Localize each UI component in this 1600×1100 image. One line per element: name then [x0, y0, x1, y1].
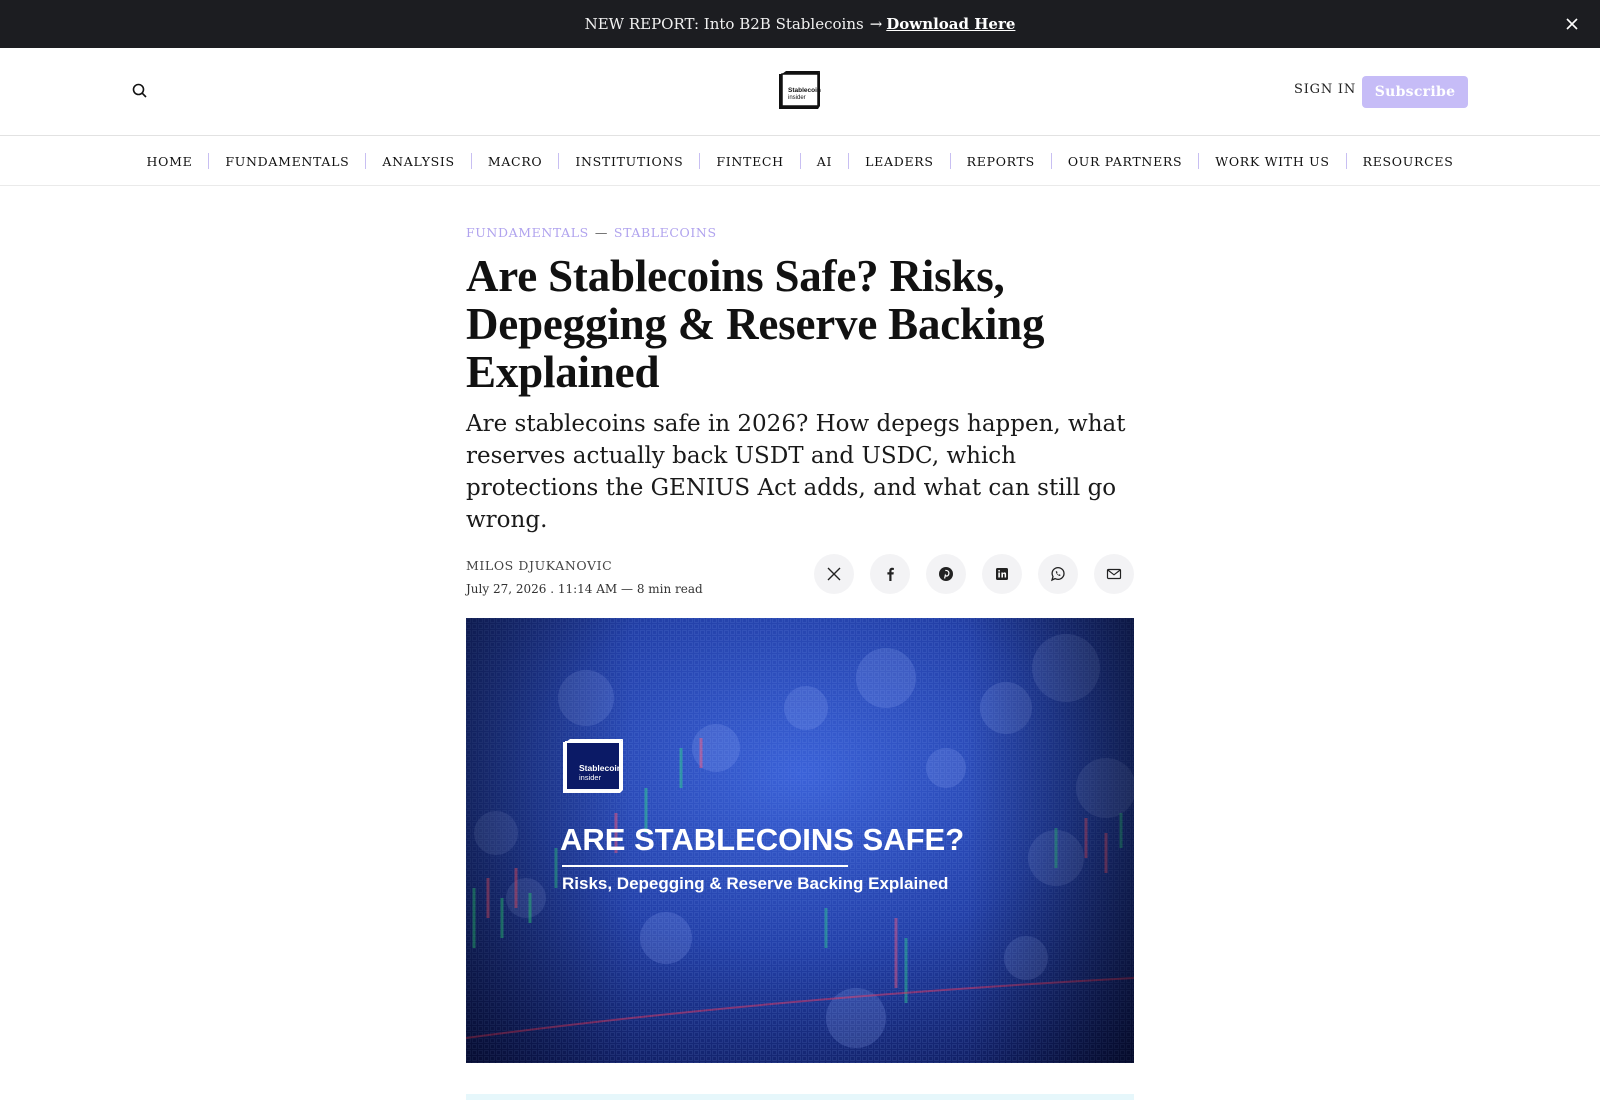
site-header	[0, 48, 1600, 136]
main-nav	[0, 137, 1600, 186]
article-header	[466, 220, 1134, 623]
article-meta	[466, 552, 1134, 622]
nav-item-home[interactable]: HOME	[146, 153, 193, 169]
announcement-bar	[0, 0, 1600, 48]
download-link[interactable]: Download Here	[886, 15, 1016, 33]
facebook-icon	[882, 566, 898, 582]
nav-item-fundamentals[interactable]: FUNDAMENTALS	[225, 153, 350, 169]
share-buttons	[814, 554, 1134, 594]
share-email-button[interactable]	[1094, 554, 1134, 594]
publish-date: July 27, 2026 . 11:14 AM — 8 min read	[466, 582, 703, 596]
logo-wordmark-2: insider	[788, 95, 806, 101]
nav-item-work-with-us[interactable]: WORK WITH US	[1215, 153, 1330, 169]
article-title: Are Stablecoins Safe? Risks, Depegging & Reserve Backing Explained	[466, 251, 1045, 397]
share-facebook-button[interactable]	[870, 554, 910, 594]
category-stablecoins[interactable]: STABLECOINS	[613, 224, 717, 240]
linkedin-icon	[994, 566, 1010, 582]
nav-item-resources[interactable]: RESOURCES	[1362, 153, 1454, 169]
logo-wordmark-1: Stablecoin	[788, 87, 821, 94]
hero-headline: ARE STABLECOINS SAFE?	[560, 822, 965, 857]
email-icon	[1106, 566, 1122, 582]
next-section-strip	[466, 1094, 1134, 1100]
article-subtitle: Are stablecoins safe in 2026? How depegs happen, what reserves actually back USDT and USDC, which protections the GENIUS Act adds, and what can still go wrong.	[466, 411, 1126, 533]
hero-subheadline: Risks, Depegging & Reserve Backing Explained	[562, 874, 949, 893]
close-icon[interactable]	[1562, 14, 1582, 34]
sign-in-link[interactable]: SIGN IN	[1294, 82, 1357, 97]
whatsapp-icon	[1049, 565, 1067, 583]
article-categories	[466, 220, 1134, 244]
announcement-arrow: →	[869, 15, 883, 33]
pinterest-icon	[938, 566, 954, 582]
share-x-button[interactable]	[814, 554, 854, 594]
share-linkedin-button[interactable]	[982, 554, 1022, 594]
hero-logo	[563, 739, 623, 793]
x-icon	[826, 566, 842, 582]
site-logo[interactable]	[778, 70, 822, 110]
category-separator: —	[594, 224, 608, 240]
nav-item-our-partners[interactable]: OUR PARTNERS	[1067, 153, 1183, 169]
nav-item-fintech[interactable]: FINTECH	[716, 153, 784, 169]
share-pinterest-button[interactable]	[926, 554, 966, 594]
nav-item-reports[interactable]: REPORTS	[966, 153, 1035, 169]
author-name[interactable]: MILOS DJUKANOVIC	[466, 558, 613, 573]
share-whatsapp-button[interactable]	[1038, 554, 1078, 594]
nav-item-leaders[interactable]: LEADERS	[865, 153, 934, 169]
hero-image	[466, 618, 1134, 1063]
search-icon[interactable]	[130, 81, 150, 101]
category-fundamentals[interactable]: FUNDAMENTALS	[466, 224, 589, 240]
hero-logo-line1: Stablecoin	[579, 763, 622, 773]
hero-logo-line2: insider	[579, 773, 602, 782]
nav-item-macro[interactable]: MACRO	[487, 153, 543, 169]
nav-item-institutions[interactable]: INSTITUTIONS	[575, 153, 684, 169]
nav-item-analysis[interactable]: ANALYSIS	[382, 153, 455, 169]
announcement-text: NEW REPORT: Into B2B Stablecoins	[584, 15, 864, 33]
nav-item-ai[interactable]: AI	[816, 153, 833, 169]
hero-illustration	[466, 618, 1134, 1063]
subscribe-button[interactable]: Subscribe	[1362, 76, 1468, 108]
